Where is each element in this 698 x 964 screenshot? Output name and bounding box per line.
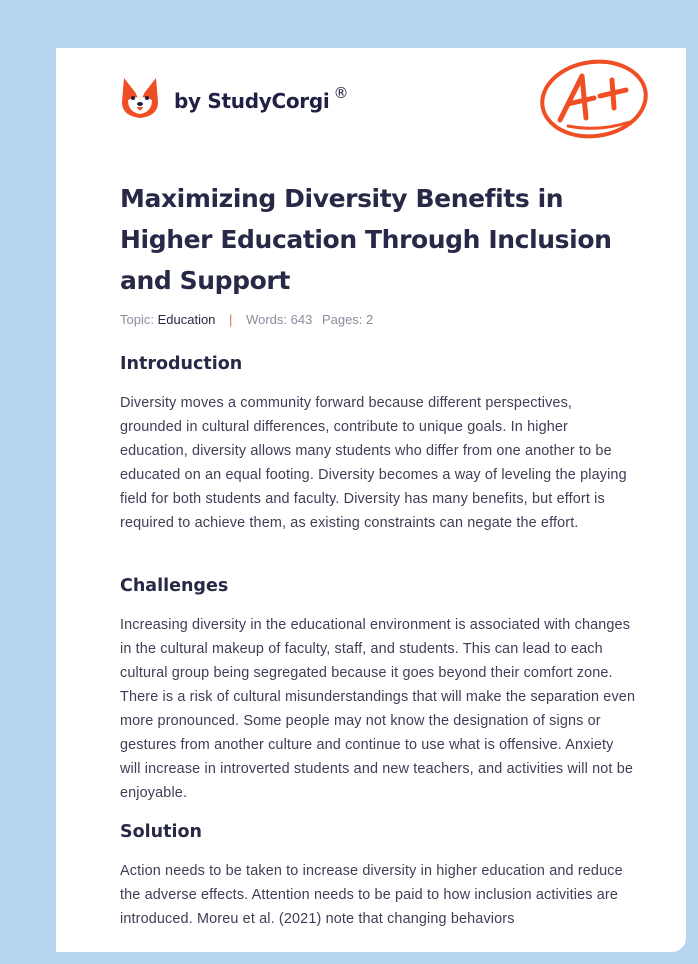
studycorgi-logo[interactable] bbox=[120, 76, 348, 120]
article-title: Maximizing Diversity Benefits in Higher Education Through Inclusion and Support bbox=[120, 184, 612, 295]
topic-link[interactable]: Education bbox=[157, 312, 216, 327]
section-body-solution: Action needs to be taken to increase diversity in higher education and reduce the adverse effects. Attention needs to be paid to how inclusion activities are introduced. Moreu et al. (2021) note that changing behaviors bbox=[120, 863, 623, 927]
logo-text: by StudyCorgi ® bbox=[174, 84, 349, 113]
a-plus-grade-icon bbox=[538, 58, 650, 140]
corgi-icon bbox=[120, 76, 160, 120]
section-heading-solution: Solution bbox=[120, 822, 202, 842]
section-body-introduction: Diversity moves a community forward because different perspectives, grounded in cultural differences, contribute to unique goals. In higher education, diversity allows many students who differ from one another to be educated on an equal footing. Diversity becomes a way of leveling the playing field for both students and faculty. Diversity has many benefits, but effort is required to achieve them, as existing constraints can negate the effort. bbox=[120, 395, 627, 531]
page-count: Pages: 2 bbox=[321, 312, 374, 327]
meta-separator: | bbox=[229, 312, 233, 327]
section-body-challenges: Increasing diversity in the educational environment is associated with changes in the cultural makeup of faculty, staff, and students. This can lead to each cultural group being segregated because it goes beyond their comfort zone. There is a risk of cultural misunderstandings that will make the separation even more pronounced. Some people may not know the designation of signs or gestures from another culture and continue to use what is offensive. Anxiety will increase in introverted students and new teachers, and activities will not be enjoyable. bbox=[120, 617, 636, 801]
topic-label: Topic: bbox=[120, 312, 154, 327]
article-meta bbox=[120, 312, 373, 327]
registered-mark: ® bbox=[333, 84, 349, 102]
document-card bbox=[56, 48, 686, 952]
section-heading-challenges: Challenges bbox=[120, 576, 229, 596]
word-count: Words: 643 bbox=[246, 312, 313, 327]
section-heading-introduction: Introduction bbox=[120, 354, 243, 374]
